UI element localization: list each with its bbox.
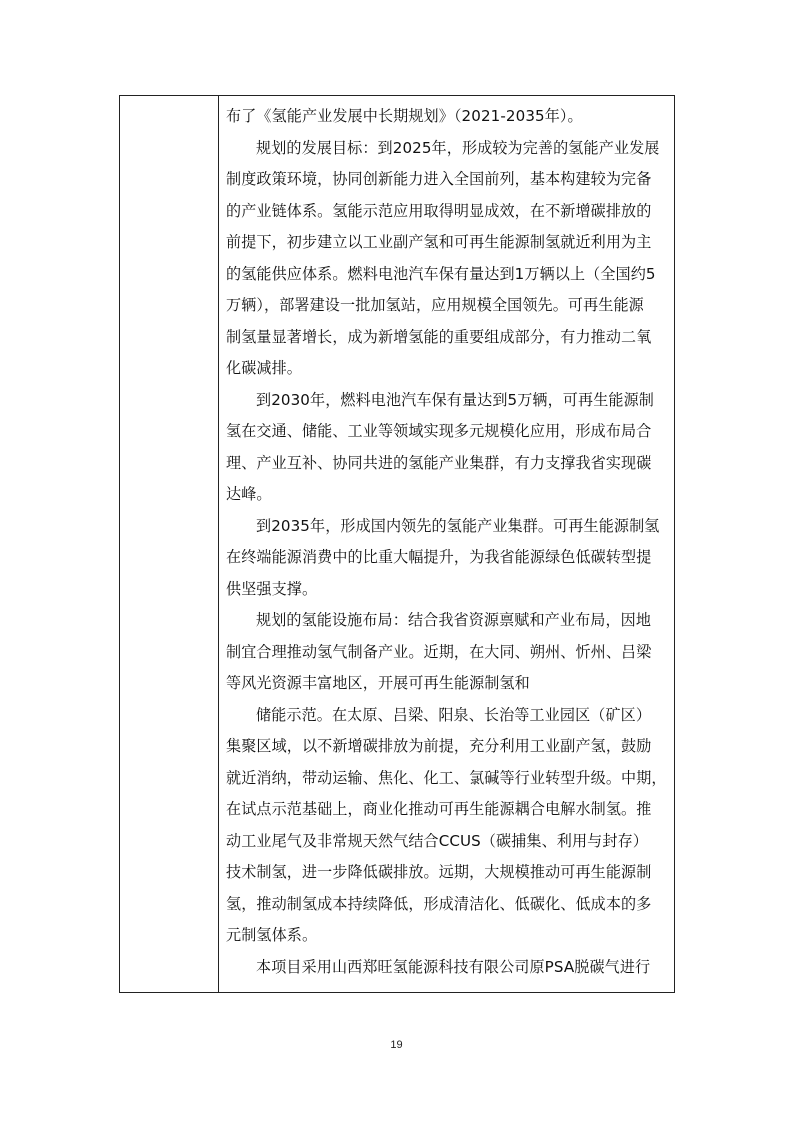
paragraph-project: [226, 952, 668, 984]
text-line: 布了《氢能产业发展中长期规划》（2021-2035年）。: [226, 107, 583, 125]
text-line: 的氢能供应体系。燃料电池汽车保有量达到1万辆以上（全国约5: [226, 264, 656, 283]
text-line: 规划的发展目标：到2025年，形成较为完善的氢能产业发展: [256, 138, 660, 157]
text-line: 理、产业互补、协同共进的氢能产业集群，有力支撑我省实现碳: [226, 453, 652, 472]
text-line: 动工业尾气及非常规天然气结合CCUS（碳捕集、利用与封存）: [226, 831, 648, 850]
text-line: 到2035年，形成国内领先的氢能产业集群。可再生能源制氢: [256, 516, 660, 535]
text-line: 在试点示范基础上，商业化推动可再生能源耦合电解水制氢。推: [226, 800, 652, 818]
text-line: 制度政策环境，协同创新能力进入全国前列，基本构建较为完备: [226, 170, 652, 188]
text-line: 达峰。: [226, 485, 272, 503]
page-number: 19: [390, 1039, 403, 1051]
text-line: 化碳减排。: [226, 359, 302, 377]
paragraph-2030-goals: [226, 385, 668, 511]
text-line: 前提下，初步建立以工业副产氢和可再生能源制氢就近利用为主: [226, 233, 652, 251]
text-line: 规划的氢能设施布局：结合我省资源禀赋和产业布局，因地: [256, 611, 652, 629]
paragraph-2035-goals: [226, 511, 668, 606]
left-label-cell: [120, 96, 219, 992]
text-line: 在终端能源消费中的比重大幅提升，为我省能源绿色低碳转型提: [226, 548, 652, 566]
text-line: 等风光资源丰富地区，开展可再生能源制氢和: [226, 674, 530, 692]
paragraph-storage-demo: [226, 700, 668, 952]
text-line: 技术制氢，进一步降低碳排放。远期，大规模推动可再生能源制: [226, 863, 652, 881]
text-line: 到2030年，燃料电池汽车保有量达到5万辆，可再生能源制: [256, 390, 654, 409]
text-line: 的产业链体系。氢能示范应用取得明显成效，在不新增碳排放的: [226, 201, 652, 220]
text-line: 制宜合理推动氢气制备产业。近期，在大同、朔州、忻州、吕梁: [226, 642, 652, 661]
text-line: 元制氢体系。: [226, 926, 318, 944]
content-table: [119, 95, 675, 993]
text-line: 氢，推动制氢成本持续降低，形成清洁化、低碳化、低成本的多: [226, 894, 652, 913]
text-line: 储能示范。在太原、吕梁、阳泉、长治等工业园区（矿区）: [256, 705, 652, 724]
text-line: 制氢量显著增长，成为新增氢能的重要组成部分，有力推动二氧: [226, 327, 652, 346]
text-line: 氢在交通、储能、工业等领域实现多元规模化应用，形成布局合: [226, 422, 652, 440]
text-line: 本项目采用山西郑旺氢能源科技有限公司原PSA脱碳气进行: [256, 957, 651, 976]
text-line: 就近消纳，带动运输、焦化、化工、氯碱等行业转型升级。中期，: [226, 768, 667, 787]
paragraph-development-goals: [226, 133, 668, 385]
text-line: 万辆），部署建设一批加氢站，应用规模全国领先。可再生能源: [226, 296, 644, 314]
content-cell: [219, 96, 674, 992]
text-line: 集聚区域，以不新增碳排放为前提，充分利用工业副产氢，鼓励: [226, 737, 652, 755]
paragraph-facility-layout: [226, 605, 668, 700]
paragraph-intro: [226, 101, 668, 133]
text-line: 供坚强支撑。: [226, 579, 318, 598]
